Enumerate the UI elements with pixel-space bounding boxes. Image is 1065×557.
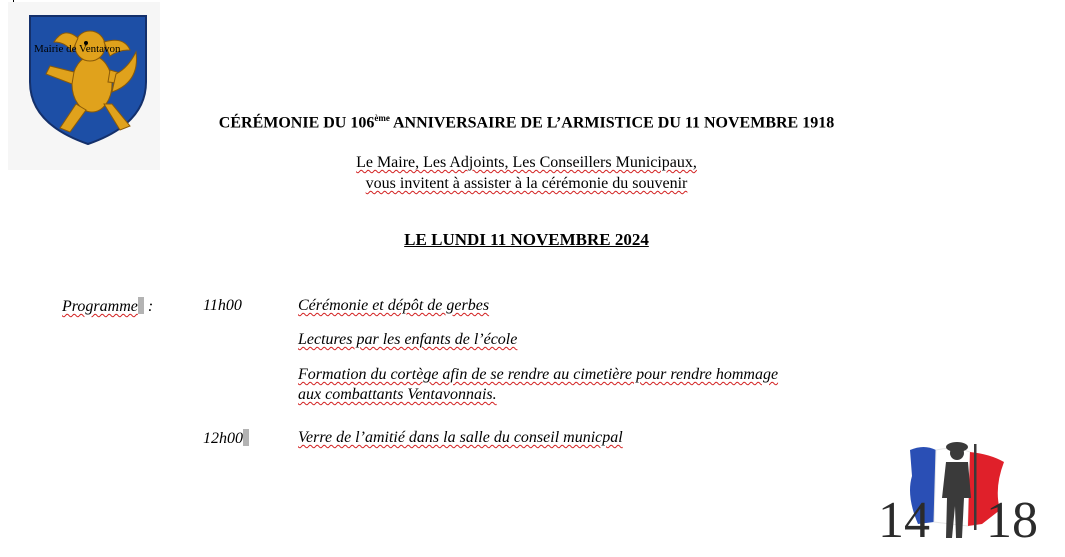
ceremony-title bbox=[0, 113, 1053, 132]
invitation-line-1: Le Maire, Les Adjoints, Les Conseillers Municipaux, bbox=[356, 154, 697, 171]
program-time-2 bbox=[203, 429, 249, 448]
year-14: 14 bbox=[878, 492, 930, 549]
program-item-1: Cérémonie et dépôt de gerbes bbox=[298, 297, 490, 314]
program-item-3: Formation du cortège afin de se rendre au cimetière pour rendre hommage bbox=[298, 366, 779, 383]
event-date: LE LUNDI 11 NOVEMBRE 2024 bbox=[404, 230, 649, 249]
program-item-3-continued: aux combattants Ventavonnais. bbox=[298, 386, 497, 403]
title-part-1: CÉRÉMONIE DU 106 bbox=[218, 114, 375, 132]
formatting-mark bbox=[243, 429, 249, 446]
ww1-soldier-flag-icon bbox=[876, 436, 1046, 554]
program-colon: : bbox=[143, 298, 154, 315]
invitation-line-2: vous invitent à assister à la cérémonie du souvenir bbox=[365, 175, 688, 192]
crest-caption: Mairie de Ventavon bbox=[34, 43, 121, 55]
program-time-2-text: 12h00 bbox=[203, 430, 243, 447]
title-superscript: ème bbox=[374, 113, 390, 123]
title-part-2: ANNIVERSAIRE DE L’ARMISTICE DU 11 NOVEMBRE 1918 bbox=[389, 114, 835, 132]
program-label bbox=[62, 297, 153, 316]
program-item-2: Lectures par les enfants de l’école bbox=[298, 331, 518, 348]
crest-image bbox=[8, 2, 160, 170]
program-time-1: 11h00 bbox=[203, 297, 242, 314]
program-item-4: Verre de l’amitié dans la salle du conseil municpal bbox=[298, 429, 623, 446]
program-label-text: Programme bbox=[62, 298, 138, 315]
year-18: 18 bbox=[986, 492, 1038, 549]
invitation-text bbox=[0, 152, 1053, 194]
